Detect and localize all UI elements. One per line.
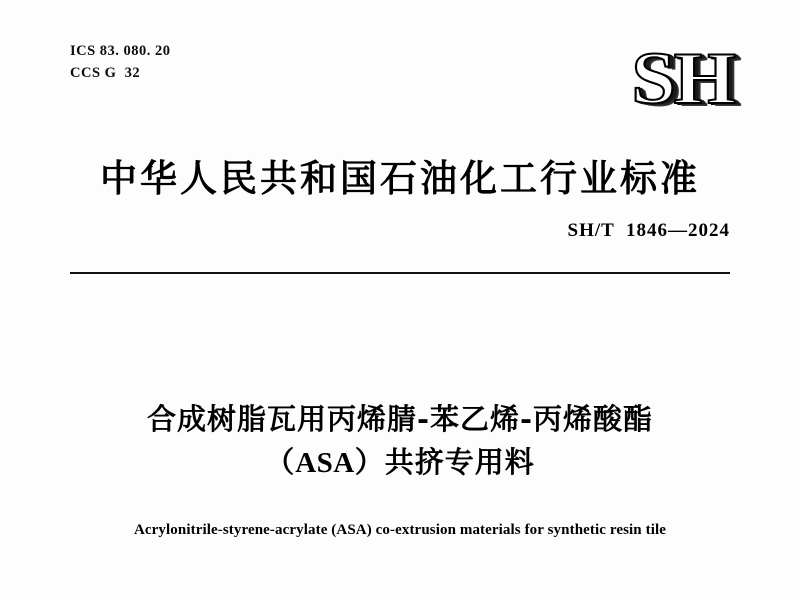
title-paren-open: （: [265, 444, 296, 479]
title-asa-abbrev: ASA: [295, 446, 355, 479]
standard-authority-title: 中华人民共和国石油化工行业标准: [100, 156, 700, 200]
sh-emblem-logo: SH: [631, 38, 734, 120]
horizontal-divider: [70, 272, 730, 274]
title-paren-close-and-rest: ）共挤专用料: [354, 444, 535, 479]
ics-code: ICS 83. 080. 20: [70, 43, 171, 59]
classification-codes: [70, 40, 171, 85]
ccs-code: CCS G 32: [70, 65, 141, 82]
document-title-chinese-line2: [60, 441, 740, 485]
standard-number: SH/T 1846—2024: [567, 220, 730, 241]
document-title-chinese: [60, 398, 740, 485]
document-title-chinese-line1: 合成树脂瓦用丙烯腈-苯乙烯-丙烯酸酯: [146, 402, 654, 436]
document-title-english: Acrylonitrile-styrene-acrylate (ASA) co-extrusion materials for synthetic resin tile: [133, 522, 666, 538]
